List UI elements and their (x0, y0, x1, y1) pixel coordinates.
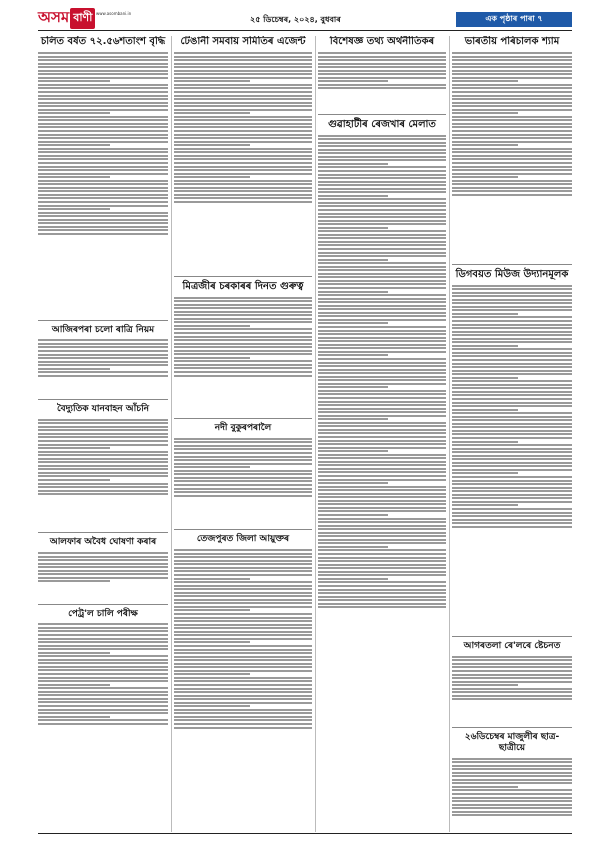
headline: ২৬ডিচেম্বৰ মাজুলীৰ ছাত্ৰ-ছাত্ৰীয়ে (464, 732, 560, 753)
headline: তেজপুৰত জিলা আয়ুক্তৰ (196, 534, 290, 545)
headline: গুৱাহাটীৰ ৰেজখাৰ মেলাত (328, 118, 436, 130)
article-body (38, 417, 168, 529)
top-rule (38, 30, 572, 31)
article-body (174, 436, 312, 526)
dateline: ২৫ ডিচেম্বৰ, ২০২৪, বুধবাৰ (250, 15, 341, 24)
column-divider (171, 36, 172, 832)
logo-subtext: www.asombani.in (96, 11, 132, 16)
headline: চলিত বৰ্ষত ৭২.৫৬শতাংশ বৃদ্ধি (40, 36, 166, 47)
article-body (318, 51, 446, 111)
page-tag: এক পৃষ্ঠাৰ পাৰা ৭ (456, 12, 572, 27)
article-body (38, 51, 168, 317)
article-body (452, 51, 572, 261)
headline: মিত্ৰজীৰ চৰকাৰৰ দিনত গুৰুত্ব (182, 280, 304, 292)
headline: বিশেষজ্ঞ তথ্য অৰ্থনীতিকৰ (329, 36, 435, 47)
divider (174, 529, 312, 530)
divider (174, 276, 312, 277)
divider (452, 264, 572, 265)
article-body (318, 133, 446, 813)
column-divider (315, 36, 316, 832)
divider (38, 604, 168, 605)
column-1 (38, 36, 168, 832)
bottom-rule (38, 833, 572, 834)
divider (38, 399, 168, 400)
article-body (452, 283, 572, 633)
article-body (38, 551, 168, 601)
headline: ভাৰতীয় পৰিচালক শ্যাম (464, 36, 560, 47)
article-body (174, 295, 312, 415)
divider (452, 636, 572, 637)
article-body (452, 756, 572, 832)
logo-main: অসম (38, 7, 70, 26)
article-body (38, 622, 168, 772)
newspaper-logo (38, 8, 95, 28)
masthead (0, 0, 610, 32)
logo-box: বাণী (70, 8, 95, 29)
column-2 (174, 36, 312, 832)
divider (38, 320, 168, 321)
headline: পেট্ৰ'ল চালি পৰীক্ষ (68, 608, 138, 619)
divider (452, 727, 572, 728)
headline: আজিৰপৰা চলো ৰাত্ৰি নিয়ম (51, 324, 155, 335)
column-4 (452, 36, 572, 832)
divider (318, 114, 446, 115)
headline: নদী বুকুৰপৰালৈ (214, 423, 272, 433)
article-body (38, 338, 168, 396)
column-divider (449, 36, 450, 832)
article-body (174, 51, 312, 273)
divider (38, 532, 168, 533)
headline: আগৰতলা ৰে'লৰে ষ্টেচনত (463, 641, 561, 651)
column-3 (318, 36, 446, 832)
headline: ডিগবয়ত মিউজ উদ্যানমূলক (455, 268, 569, 280)
article-body (452, 654, 572, 724)
headline: আলফাৰ অবৈধ ঘোষণা কৰাৰ (49, 537, 157, 548)
divider (174, 418, 312, 419)
article-body (174, 548, 312, 808)
headline: বৈদ্যুতিক যানবাহন আঁচনি (56, 403, 150, 414)
headline: টেঙানী সমবায় সমিতিৰ এজেন্ট (180, 36, 306, 47)
